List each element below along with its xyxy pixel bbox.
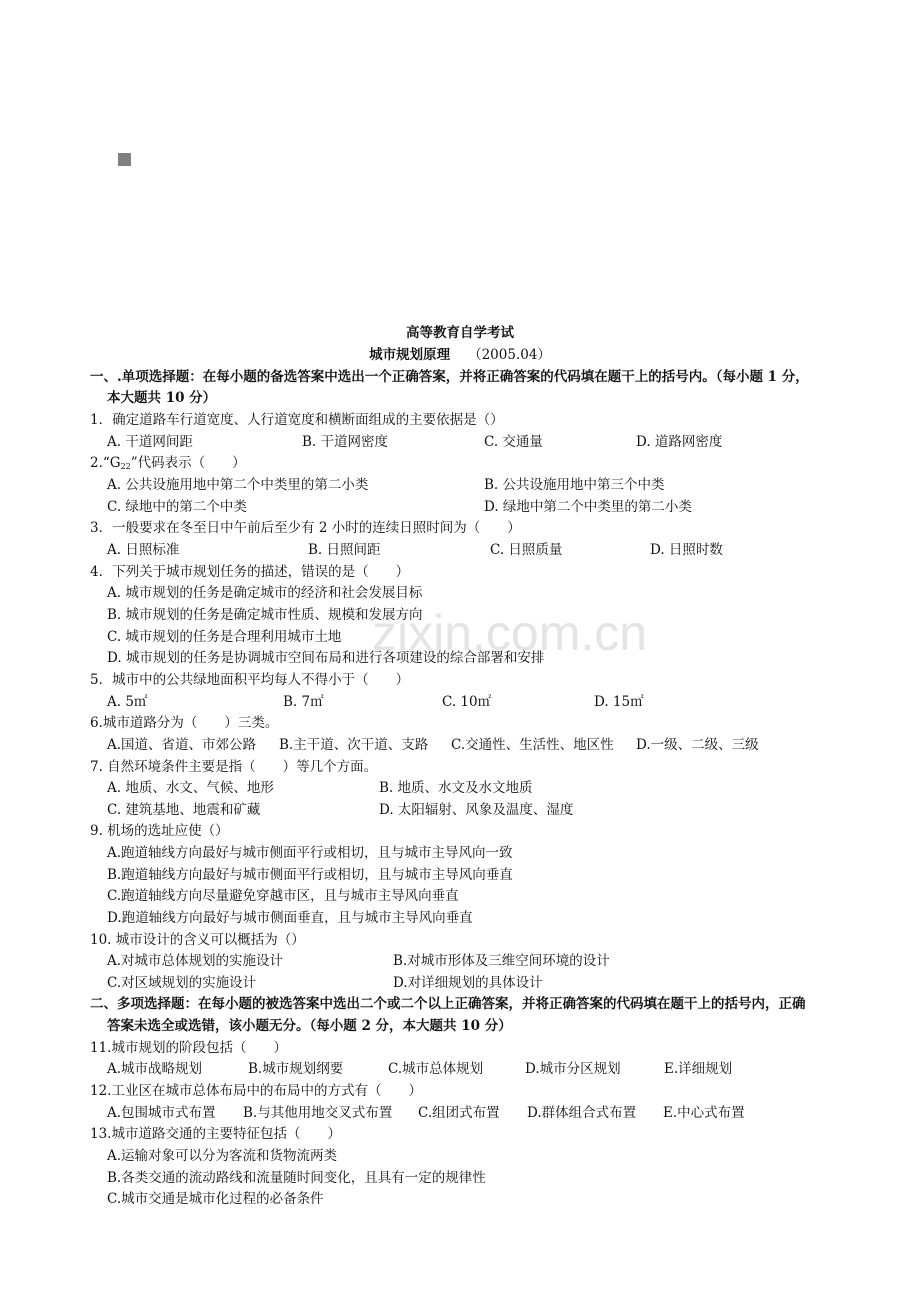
question-stem: 10. 城市设计的含义可以概括为（）: [90, 932, 305, 948]
answer-option: C. 建筑基地、地震和矿藏: [107, 802, 261, 818]
answer-option: D.城市分区规划: [525, 1061, 621, 1077]
answer-option: D.群体组合式布置: [527, 1105, 637, 1121]
question-stem: 6.城市道路分为（ ）三类。: [90, 715, 279, 731]
answer-option: C. 城市规划的任务是合理利用城市土地: [107, 629, 342, 645]
answer-option: A. 地质、水文、气候、地形: [107, 780, 274, 796]
answer-option: A. 干道网间距: [107, 434, 193, 450]
answer-option: A. 日照标准: [107, 542, 180, 558]
answer-option: B. 城市规划的任务是确定城市性质、规模和发展方向: [107, 607, 423, 623]
section-heading-continued: 本大题共 10 分）: [107, 390, 217, 406]
question-stem: 4．下列关于城市规划任务的描述，错误的是（ ）: [90, 564, 410, 580]
answer-option: C.组团式布置: [418, 1105, 500, 1121]
section-heading-continued: 答案未选全或选错，该小题无分。（每小题 2 分，本大题共 10 分）: [107, 1018, 512, 1034]
question-stem: 1．确定道路车行道宽度、人行道宽度和横断面组成的主要依据是（）: [90, 412, 504, 428]
answer-option: D. 道路网密度: [636, 434, 723, 450]
answer-option: D.跑道轴线方向最好与城市侧面垂直，且与城市主导风向垂直: [107, 910, 473, 926]
answer-option: C.对区域规划的实施设计: [107, 975, 257, 991]
exam-subject: 城市规划原理: [369, 347, 451, 363]
question-stem: [90, 455, 246, 472]
answer-option: A. 公共设施用地中第二个中类里的第二小类: [107, 477, 369, 493]
answer-option: B.主干道、次干道、支路: [279, 737, 429, 753]
answer-option: D. 太阳辐射、风象及温度、湿度: [379, 802, 574, 818]
answer-option: B.城市规划纲要: [248, 1061, 344, 1077]
answer-option: A. 城市规划的任务是确定城市的经济和社会发展目标: [107, 585, 423, 601]
question-stem: 7. 自然环境条件主要是指（ ）等几个方面。: [90, 759, 378, 775]
section-heading: 一、.单项选择题：在每小题的备选答案中选出一个正确答案，并将正确答案的代码填在题干上的括号内。（每小题 1 分，: [90, 369, 809, 385]
exam-date: （2005.04）: [468, 347, 551, 363]
question-stem: 13.城市道路交通的主要特征包括（ ）: [90, 1126, 341, 1142]
answer-option: B.跑道轴线方向最好与城市侧面平行或相切，且与城市主导风向垂直: [107, 867, 513, 883]
exam-title: 高等教育自学考试: [406, 325, 514, 341]
answer-option: E.详细规划: [664, 1061, 733, 1077]
answer-option: B. 7㎡: [283, 694, 324, 710]
answer-option: A.跑道轴线方向最好与城市侧面平行或相切，且与城市主导风向一致: [107, 845, 513, 861]
question-stem: 11.城市规划的阶段包括（ ）: [90, 1040, 287, 1056]
answer-option: A.城市战略规划: [107, 1061, 203, 1077]
answer-option: C. 绿地中的第二个中类: [107, 499, 247, 515]
answer-option: D. 绿地中第二个中类里的第二小类: [484, 499, 692, 515]
answer-option: A.包围城市式布置: [107, 1105, 216, 1121]
answer-option: D.一级、二级、三级: [636, 737, 759, 753]
question-stem-suffix: ”代码表示（ ）: [130, 455, 246, 471]
exam-subject-line: [0, 347, 920, 364]
answer-option: B.各类交通的流动路线和流量随时间变化，且具有一定的规律性: [107, 1170, 486, 1186]
answer-option: C.跑道轴线方向尽量避免穿越市区，且与城市主导风向垂直: [107, 888, 459, 904]
answer-option: E.中心式布置: [663, 1105, 745, 1121]
answer-option: B.对城市形体及三维空间环境的设计: [393, 953, 610, 969]
answer-option: D. 15㎡: [594, 694, 644, 710]
answer-option: B. 干道网密度: [302, 434, 389, 450]
answer-option: C. 交通量: [484, 434, 543, 450]
question-stem: 3．一般要求在冬至日中午前后至少有 2 小时的连续日照时间为（ ）: [90, 520, 521, 536]
answer-option: A.运输对象可以分为客流和货物流两类: [107, 1148, 338, 1164]
gray-square-mark: [118, 153, 131, 166]
answer-option: A.对城市总体规划的实施设计: [107, 953, 284, 969]
answer-option: B. 公共设施用地中第三个中类: [484, 477, 665, 493]
answer-option: B. 地质、水文及水文地质: [379, 780, 533, 796]
answer-option: D. 城市规划的任务是协调城市空间布局和进行各项建设的综合部署和安排: [107, 650, 545, 666]
question-stem: 9. 机场的选址应使（）: [90, 823, 229, 839]
answer-option: B.与其他用地交叉式布置: [243, 1105, 393, 1121]
answer-option: C.交通性、生活性、地区性: [451, 737, 614, 753]
answer-option: C.城市总体规划: [388, 1061, 484, 1077]
answer-option: C.城市交通是城市化过程的必备条件: [107, 1191, 324, 1207]
code-subscript: 22: [120, 462, 131, 471]
answer-option: A. 5㎡: [107, 694, 148, 710]
question-stem: 5．城市中的公共绿地面积平均每人不得小于（ ）: [90, 672, 410, 688]
question-stem-prefix: 2.“G: [90, 455, 121, 471]
answer-option: D. 日照时数: [650, 542, 723, 558]
answer-option: B. 日照间距: [308, 542, 381, 558]
answer-option: C. 10㎡: [442, 694, 492, 710]
watermark: zixin.com.cn: [372, 605, 648, 661]
answer-option: A.国道、省道、市郊公路: [107, 737, 257, 753]
answer-option: D.对详细规划的具体设计: [393, 975, 543, 991]
answer-option: C. 日照质量: [490, 542, 563, 558]
section-heading: 二、多项选择题：在每小题的被选答案中选出二个或二个以上正确答案，并将正确答案的代码填在题干上的括号内，正确: [90, 996, 806, 1012]
question-stem: 12.工业区在城市总体布局中的布局中的方式有（ ）: [90, 1083, 422, 1099]
